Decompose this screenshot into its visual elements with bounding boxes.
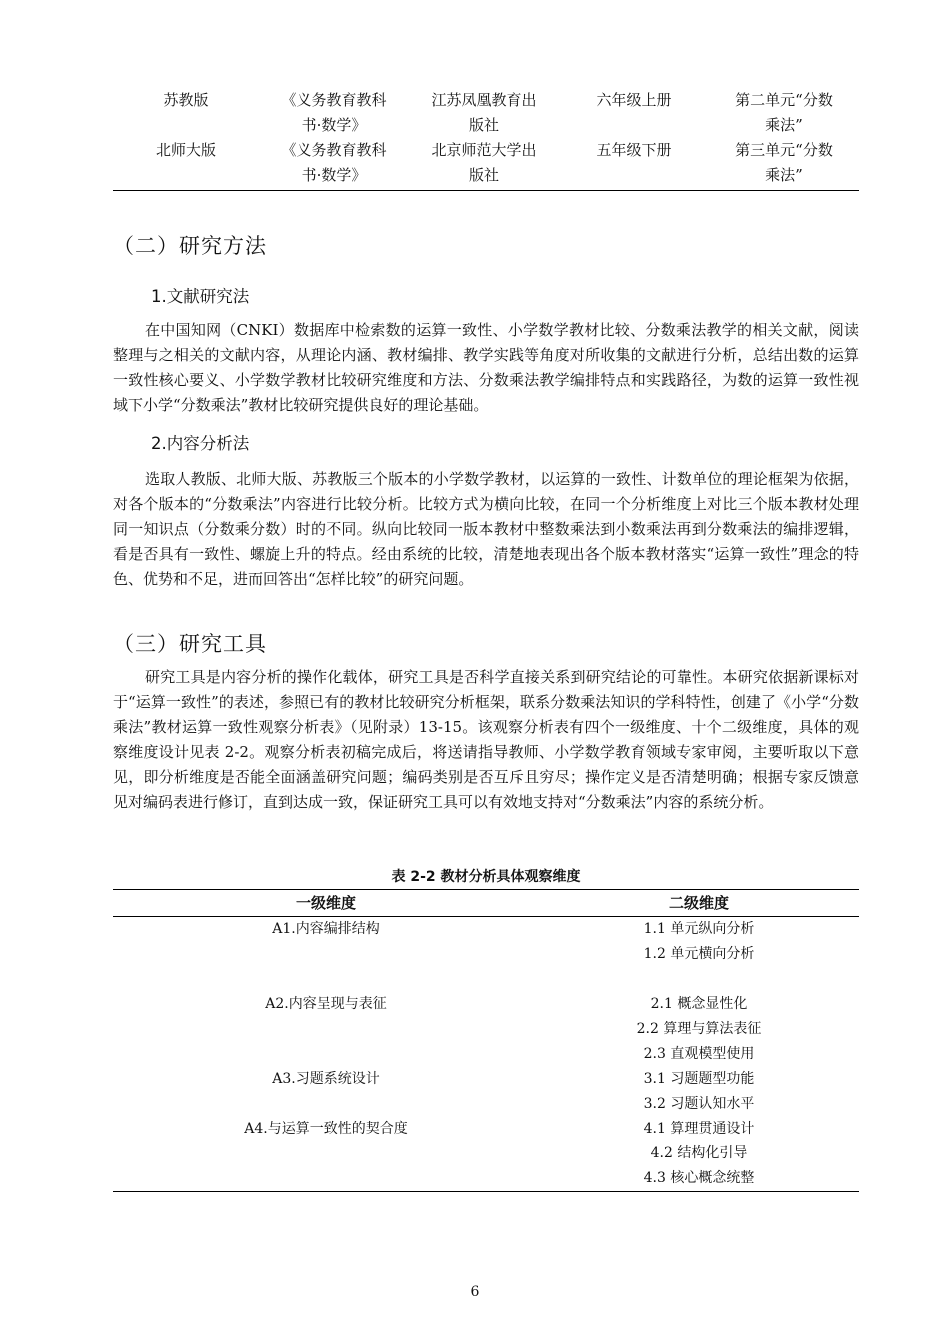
table-bottom-rule <box>113 190 859 191</box>
table-row <box>113 138 859 188</box>
table-cell: 苏教版 <box>163 91 209 109</box>
table-cell: 北京师范大学出 版社 <box>431 141 537 184</box>
level1-cell: A2.内容呈现与表征 <box>265 996 387 1013</box>
level1-cell <box>113 1140 539 1165</box>
table-row <box>113 88 859 138</box>
section-heading-research-tools: （三）研究工具 <box>113 632 267 656</box>
level1-cell <box>113 1165 539 1190</box>
table-cell: 北师大版 <box>155 141 216 159</box>
table-cell: 江苏凤凰教育出 版社 <box>431 91 537 134</box>
table-row <box>113 1016 859 1041</box>
level1-cell: A1.内容编排结构 <box>272 921 380 938</box>
table-header-row <box>113 889 859 916</box>
textbook-version-table <box>113 88 859 188</box>
observation-dimension-table <box>113 889 859 1190</box>
paragraph-content-analysis: 选取人教版、北师大版、苏教版三个版本的小学数学教材，以运算的一致性、计数单位的理论框架为依据，对各个版本的“分数乘法”内容进行比较分析。比较方式为横向比较，在同一个分析维度上对比三个版本教材处理同一知识点（分数乘分数）时的不同。纵向比较同一版本教材中整数乘法到小数乘法再到分数乘法的编排逻辑，看是否具有一致性、螺旋上升的特点。经由系统的比较，清楚地表现出各个版本教材落实“运算一致性”理念的特色、优势和不足，进而回答出“怎样比较”的研究问题。 <box>113 470 859 588</box>
level2-cell: 3.1 习题题型功能 <box>643 1070 755 1087</box>
table-row <box>113 1090 859 1115</box>
table-cell: 五年级下册 <box>596 141 672 159</box>
table-row <box>113 1040 859 1065</box>
table-row <box>113 941 859 966</box>
level1-cell: A4.与运算一致性的契合度 <box>244 1120 408 1137</box>
table-row <box>113 1165 859 1190</box>
subheading-content-analysis: 2.内容分析法 <box>151 434 250 453</box>
header-level2: 二级维度 <box>668 894 729 912</box>
subheading-literature-method: 1.文献研究法 <box>151 287 250 306</box>
level1-cell: A3.习题系统设计 <box>272 1070 380 1087</box>
table-row <box>113 1140 859 1165</box>
level2-cell: 4.2 结构化引导 <box>650 1145 748 1162</box>
page-number: 6 <box>470 1284 480 1300</box>
level1-cell <box>113 941 539 966</box>
table-row <box>113 966 859 991</box>
paragraph-literature-method: 在中国知网（CNKI）数据库中检索数的运算一致性、小学数学教材比较、分数乘法教学的相关文献，阅读整理与之相关的文献内容，从理论内涵、教材编排、教学实践等角度对所收集的文献进行分析，总结出数的运算一致性核心要义、小学数学教材比较研究维度和方法、分数乘法教学编排特点和实践路径，为数的运算一致性视域下小学“分数乘法”教材比较研究提供良好的理论基础。 <box>113 321 859 414</box>
level1-cell <box>113 1090 539 1115</box>
level2-cell <box>539 966 859 991</box>
level2-cell: 2.3 直观模型使用 <box>643 1045 755 1062</box>
table-caption: 表 2-2 教材分析具体观察维度 <box>391 869 581 885</box>
table-bottom-rule-2 <box>113 1191 859 1192</box>
table-row <box>113 1115 859 1140</box>
section-heading-research-methods: （二）研究方法 <box>113 234 267 258</box>
level2-cell: 3.2 习题认知水平 <box>643 1095 755 1112</box>
table-cell: 第二单元“分数 乘法” <box>735 91 833 134</box>
table-row <box>113 916 859 941</box>
level1-cell <box>113 1040 539 1065</box>
table-row <box>113 991 859 1016</box>
table-row <box>113 1065 859 1090</box>
level2-cell: 2.1 概念显性化 <box>650 996 748 1013</box>
level2-cell: 2.2 算理与算法表征 <box>636 1021 762 1037</box>
header-level1: 一级维度 <box>295 894 356 912</box>
paragraph-research-tools: 研究工具是内容分析的操作化载体，研究工具是否科学直接关系到研究结论的可靠性。本研究依据新课标对于“运算一致性”的表述，参照已有的教材比较研究分析框架，联系分数乘法知识的学科特性，创建了《小学“分数乘法”教材运算一致性观察分析表》（见附录）13-15。该观察分析表有四个一级维度、十个二级维度，具体的观察维度设计见表 2-2。观察分析表初稿完成后，将送请指导教师、小学数学教育领域专家审阅，主要听取以下意见，即分析维度是否能全面涵盖研究问题；编码类别是否互斥且穷尽；操作定义是否清楚明确；根据专家反馈意见对编码表进行修订，直到达成一致，保证研究工具可以有效地支持对“分数乘法”内容的系统分析。 <box>113 668 859 811</box>
level2-cell: 4.1 算理贯通设计 <box>643 1120 755 1137</box>
level2-cell: 1.1 单元纵向分析 <box>643 921 755 938</box>
table-cell: 《义务教育教科 书·数学》 <box>281 91 387 134</box>
level2-cell: 1.2 单元横向分析 <box>643 946 755 963</box>
level2-cell: 4.3 核心概念统整 <box>643 1170 755 1187</box>
level1-cell <box>113 1016 539 1041</box>
table-cell: 六年级上册 <box>596 91 672 109</box>
table-cell: 第三单元“分数 乘法” <box>735 141 833 184</box>
level1-cell <box>113 966 539 991</box>
table-cell: 《义务教育教科 书·数学》 <box>281 141 387 184</box>
